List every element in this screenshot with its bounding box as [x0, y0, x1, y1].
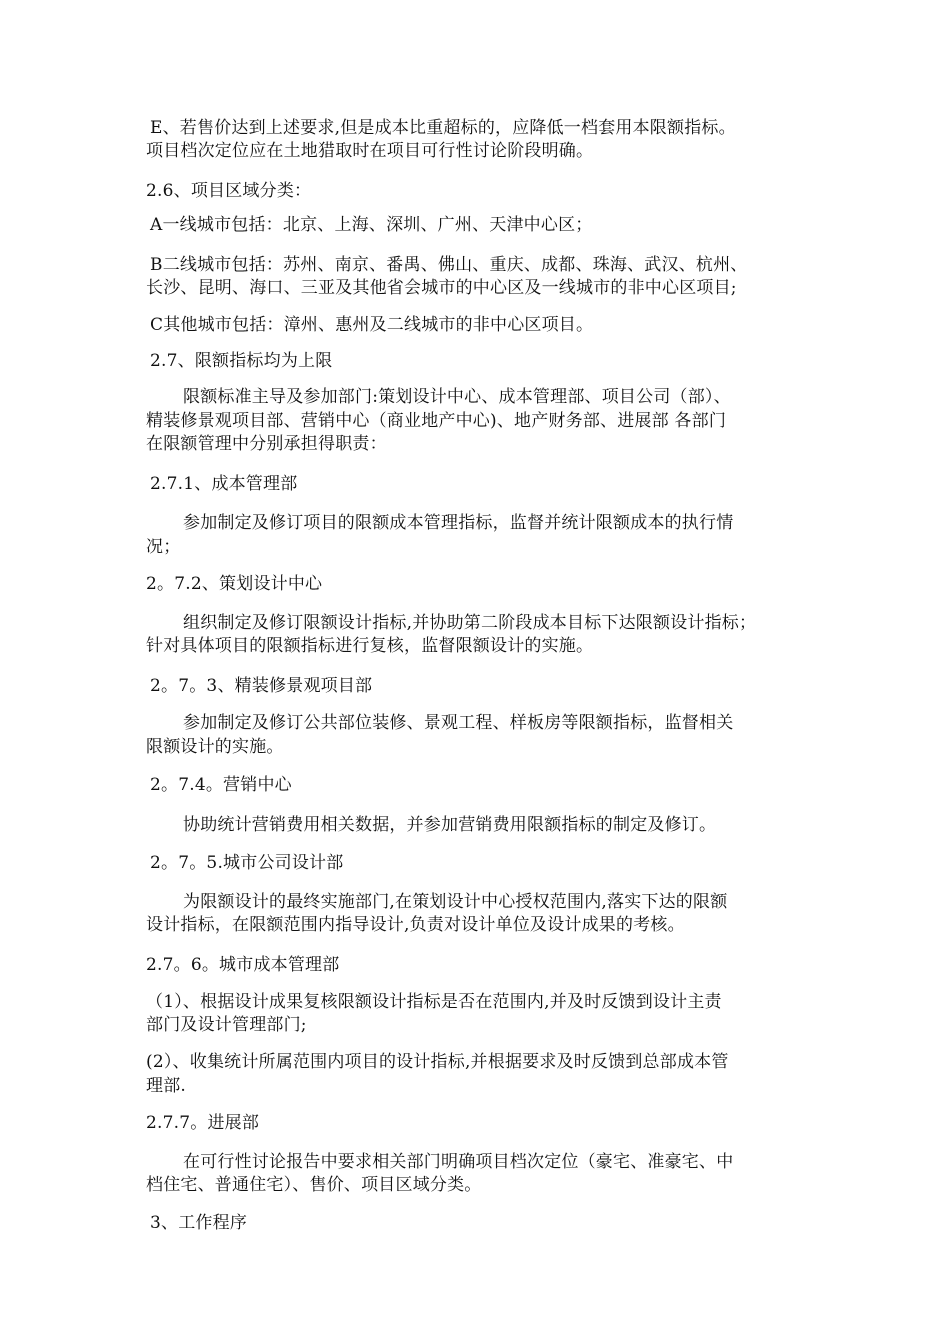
paragraph-e-line-2: 项目档次定位应在土地猎取时在项目可行性讨论阶段明确。 [146, 141, 594, 161]
heading-2-7-4: 2。7.4。营销中心 [150, 775, 292, 795]
heading-2-7: 2.7、限额指标均为上限 [150, 351, 333, 371]
heading-2-7-1: 2.7.1、成本管理部 [150, 474, 298, 494]
heading-2-7-6: 2.7。6。城市成本管理部 [146, 955, 340, 975]
heading-2-7-2: 2。7.2、策划设计中心 [146, 574, 323, 594]
paragraph-2-7-line-2: 精装修景观项目部、营销中心（商业地产中心)、地产财务部、进展部 各部门 [146, 411, 727, 431]
item-2-line-2: 理部. [146, 1076, 187, 1096]
paragraph-2-7-2-line-2: 针对具体项目的限额指标进行复核，监督限额设计的实施。 [146, 636, 594, 656]
heading-2-6: 2.6、项目区域分类： [146, 181, 312, 201]
paragraph-2-7-5-line-1: 为限额设计的最终实施部门,在策划设计中心授权范围内,落实下达的限额 [183, 892, 728, 912]
paragraph-2-7-7-line-2: 档住宅、普通住宅）、售价、项目区域分类。 [146, 1175, 482, 1195]
item-2-line-1: (2）、收集统计所属范围内项目的设计指标,并根据要求及时反馈到总部成本管 [146, 1052, 729, 1072]
paragraph-2-7-4: 协助统计营销费用相关数据，并参加营销费用限额指标的制定及修订。 [183, 815, 717, 835]
paragraph-2-7-1-line-2: 况； [146, 537, 181, 557]
paragraph-2-7-3-line-1: 参加制定及修订公共部位装修、景观工程、样板房等限额指标，监督相关 [183, 713, 734, 733]
paragraph-2-7-line-3: 在限额管理中分别承担得职责： [146, 434, 387, 454]
heading-2-7-5: 2。7。5.城市公司设计部 [150, 853, 344, 873]
paragraph-2-7-2-line-1: 组织制定及修订限额设计指标,并协助第二阶段成本目标下达限额设计指标； [183, 613, 757, 633]
heading-2-7-7: 2.7.7。进展部 [146, 1113, 260, 1133]
city-tier-b-line-2: 长沙、昆明、海口、三亚及其他省会城市的中心区及一线城市的非中心区项目; [146, 278, 737, 298]
paragraph-e-line-1: E、若售价达到上述要求,但是成本比重超标的，应降低一档套用本限额指标。 [150, 118, 736, 138]
city-tier-a: A一线城市包括：北京、上海、深圳、广州、天津中心区； [150, 215, 593, 235]
paragraph-2-7-3-line-2: 限额设计的实施。 [146, 737, 284, 757]
paragraph-2-7-7-line-1: 在可行性讨论报告中要求相关部门明确项目档次定位（豪宅、准豪宅、中 [183, 1152, 734, 1172]
paragraph-2-7-5-line-2: 设计指标，在限额范围内指导设计,负责对设计单位及设计成果的考核。 [146, 915, 685, 935]
city-tier-c: C其他城市包括：漳州、惠州及二线城市的非中心区项目。 [150, 315, 594, 335]
city-tier-b-line-1: B二线城市包括：苏州、南京、番禺、佛山、重庆、成都、珠海、武汉、杭州、 [150, 255, 748, 275]
paragraph-2-7-line-1: 限额标准主导及参加部门:策划设计中心、成本管理部、项目公司（部）、 [183, 387, 731, 407]
heading-2-7-3: 2。7。3、精装修景观项目部 [150, 676, 373, 696]
item-1-line-2: 部门及设计管理部门; [146, 1015, 307, 1035]
paragraph-2-7-1-line-1: 参加制定及修订项目的限额成本管理指标，监督并统计限额成本的执行情 [183, 513, 734, 533]
item-1-line-1: （1）、根据设计成果复核限额设计指标是否在范围内,并及时反馈到设计主责 [146, 992, 722, 1012]
heading-3: 3、工作程序 [150, 1213, 248, 1233]
